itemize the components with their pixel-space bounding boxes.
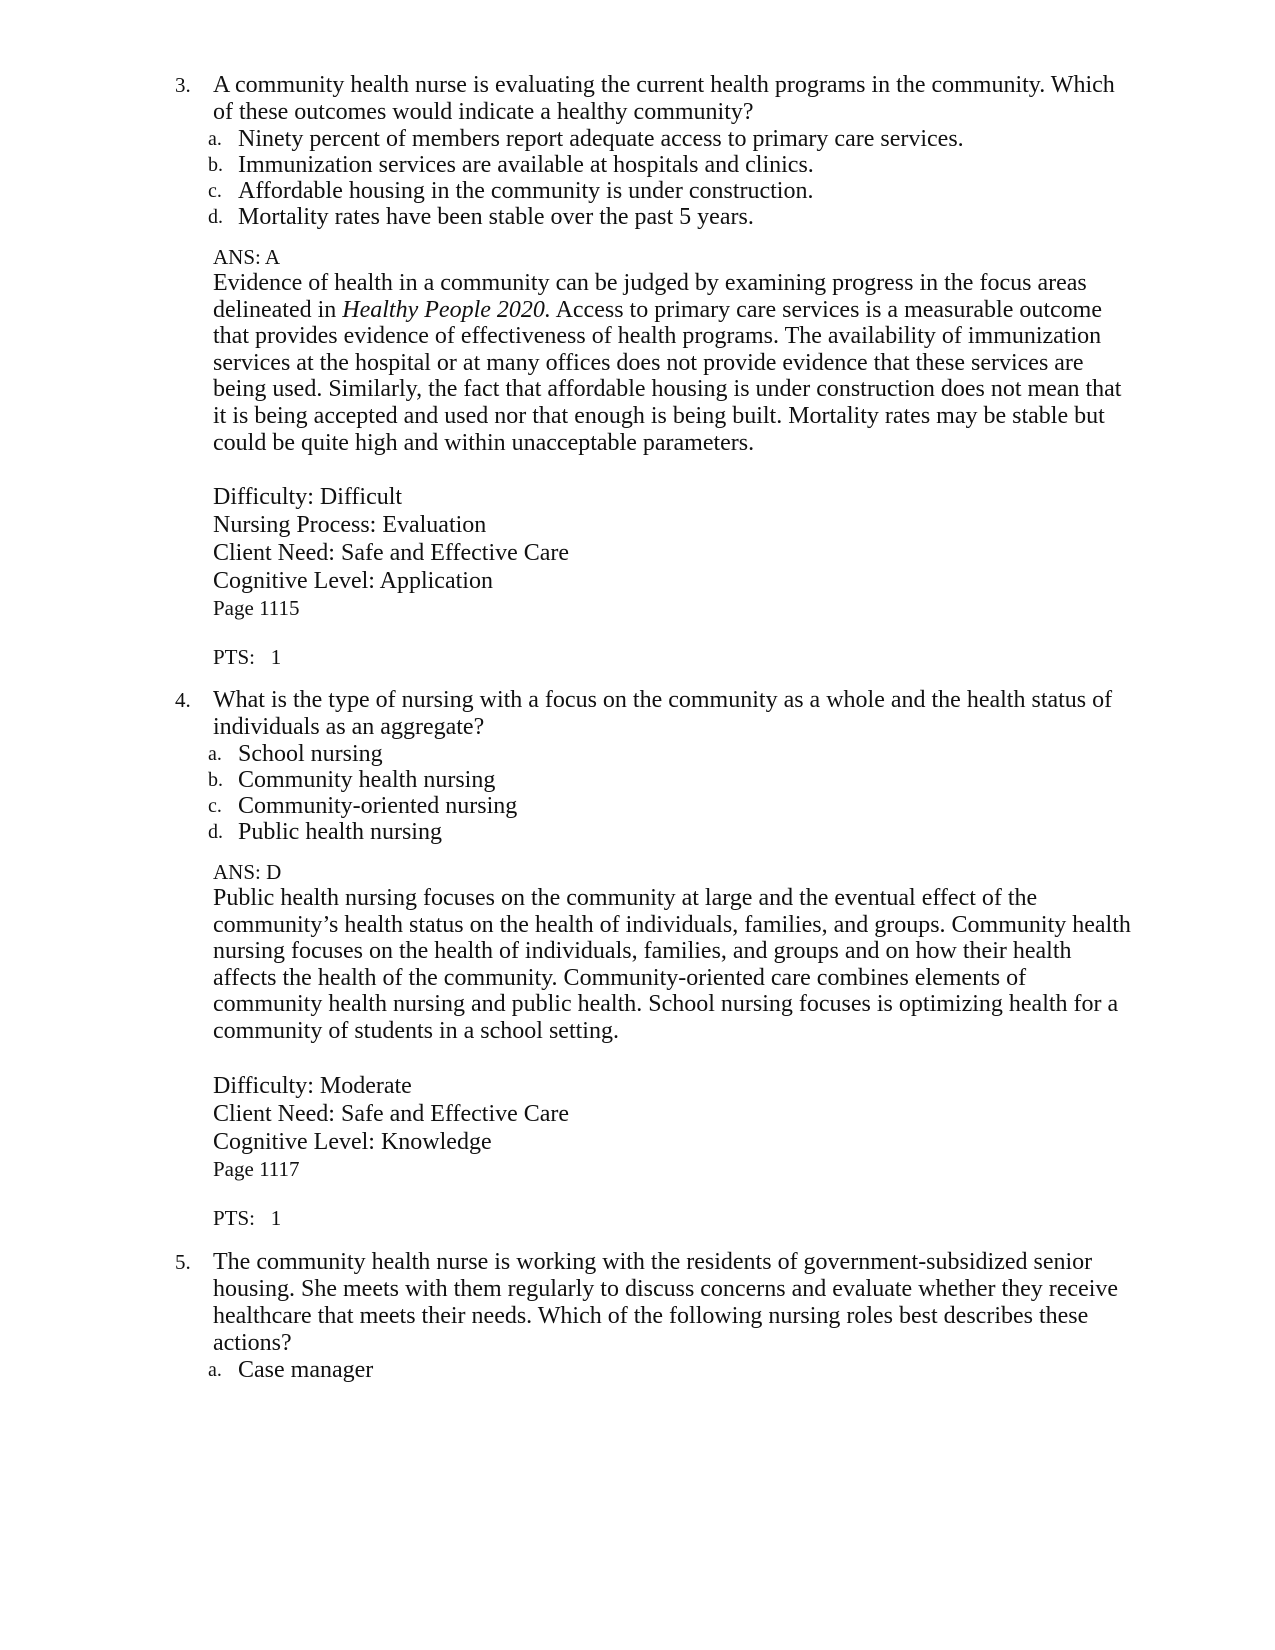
option-text: Community-oriented nursing <box>238 793 518 819</box>
difficulty: Difficulty: Moderate <box>213 1072 412 1099</box>
rationale <box>175 270 1135 456</box>
option-b <box>175 767 1135 793</box>
client-need: Client Need: Safe and Effective Care <box>213 1100 570 1127</box>
rationale-text: Access to primary care services is a measurable outcome that provides evidence of effectiveness of health programs. The availability of immunization services at the hospital or at many offices does not provide evidence that these services are being used. Similarly, the fact that affordable housing is under construction does not mean that it is being accepted and used nor that enough is being built. Mortality rates may be stable but could be quite high and within unacceptable parameters. <box>213 296 1122 456</box>
option-letter: b. <box>208 769 223 791</box>
option-text: Community health nursing <box>238 767 496 793</box>
option-d <box>175 819 1135 845</box>
rationale-italic-title: Healthy People 2020. <box>342 296 551 323</box>
option-letter: a. <box>208 743 222 765</box>
answer-key: ANS: D <box>213 860 282 884</box>
page-reference: Page 1115 <box>213 596 300 621</box>
option-c <box>175 178 1135 204</box>
client-need: Client Need: Safe and Effective Care <box>213 540 570 567</box>
question-3 <box>175 72 1135 670</box>
question-stem: The community health nurse is working with the residents of government-subsidized senior housing. She meets with them regularly to discuss concerns and evaluate whether they receive healthcare that meets their needs. Which of the following nursing roles best describes these actions? <box>213 1249 1119 1356</box>
option-text: Mortality rates have been stable over the past 5 years. <box>238 204 754 230</box>
option-a <box>175 1357 1135 1383</box>
cognitive-level: Cognitive Level: Knowledge <box>213 1128 492 1155</box>
question-stem-block <box>175 1249 1135 1357</box>
question-number: 4. <box>175 688 191 712</box>
option-a <box>175 741 1135 767</box>
option-letter: a. <box>208 128 222 150</box>
question-metadata <box>175 1072 1135 1156</box>
question-number: 5. <box>175 1250 191 1274</box>
option-text: Affordable housing in the community is under construction. <box>238 178 814 204</box>
answer-options <box>175 126 1135 230</box>
answer-options <box>175 1357 1135 1383</box>
option-letter: c. <box>208 795 222 817</box>
rationale-text: Evidence of health in a community can be judged by examining progress in the focus areas delineated in <box>213 270 1087 323</box>
option-letter: c. <box>208 180 222 202</box>
points: PTS: 1 <box>213 645 282 670</box>
page-reference: Page 1117 <box>213 1156 300 1181</box>
option-text: School nursing <box>238 741 383 767</box>
option-text: Case manager <box>238 1357 374 1383</box>
question-5 <box>175 1249 1135 1383</box>
option-text: Public health nursing <box>238 819 442 845</box>
option-c <box>175 793 1135 819</box>
option-letter: b. <box>208 154 223 176</box>
option-text: Immunization services are available at hospitals and clinics. <box>238 152 814 178</box>
answer-options <box>175 741 1135 845</box>
question-number: 3. <box>175 73 191 97</box>
difficulty: Difficulty: Difficult <box>213 484 403 511</box>
question-stem: What is the type of nursing with a focus on the community as a whole and the health status of individuals as an aggregate? <box>213 687 1113 740</box>
nursing-process: Nursing Process: Evaluation <box>213 512 487 539</box>
answer-key: ANS: A <box>213 245 281 269</box>
question-4 <box>175 687 1135 1231</box>
option-d <box>175 204 1135 230</box>
option-a <box>175 126 1135 152</box>
option-b <box>175 152 1135 178</box>
option-letter: d. <box>208 821 223 843</box>
question-stem-block <box>175 72 1135 126</box>
option-letter: d. <box>208 206 223 228</box>
points: PTS: 1 <box>213 1205 282 1230</box>
option-letter: a. <box>208 1359 222 1381</box>
cognitive-level: Cognitive Level: Application <box>213 568 493 595</box>
rationale: Public health nursing focuses on the community at large and the eventual effect of the community’s health status on the health of individuals, families, and groups. Community health nursing focuses on the health of individuals, families, and groups and on how their health affects the health of the community. Community-oriented care combines elements of community health nursing and public health. School nursing focuses is optimizing health for a community of students in a school setting. <box>213 885 1131 1044</box>
question-stem: A community health nurse is evaluating the current health programs in the community. Which of these outcomes would indicate a healthy community? <box>213 72 1115 125</box>
question-metadata <box>175 483 1135 595</box>
question-stem-block <box>175 687 1135 741</box>
option-text: Ninety percent of members report adequate access to primary care services. <box>238 126 964 152</box>
